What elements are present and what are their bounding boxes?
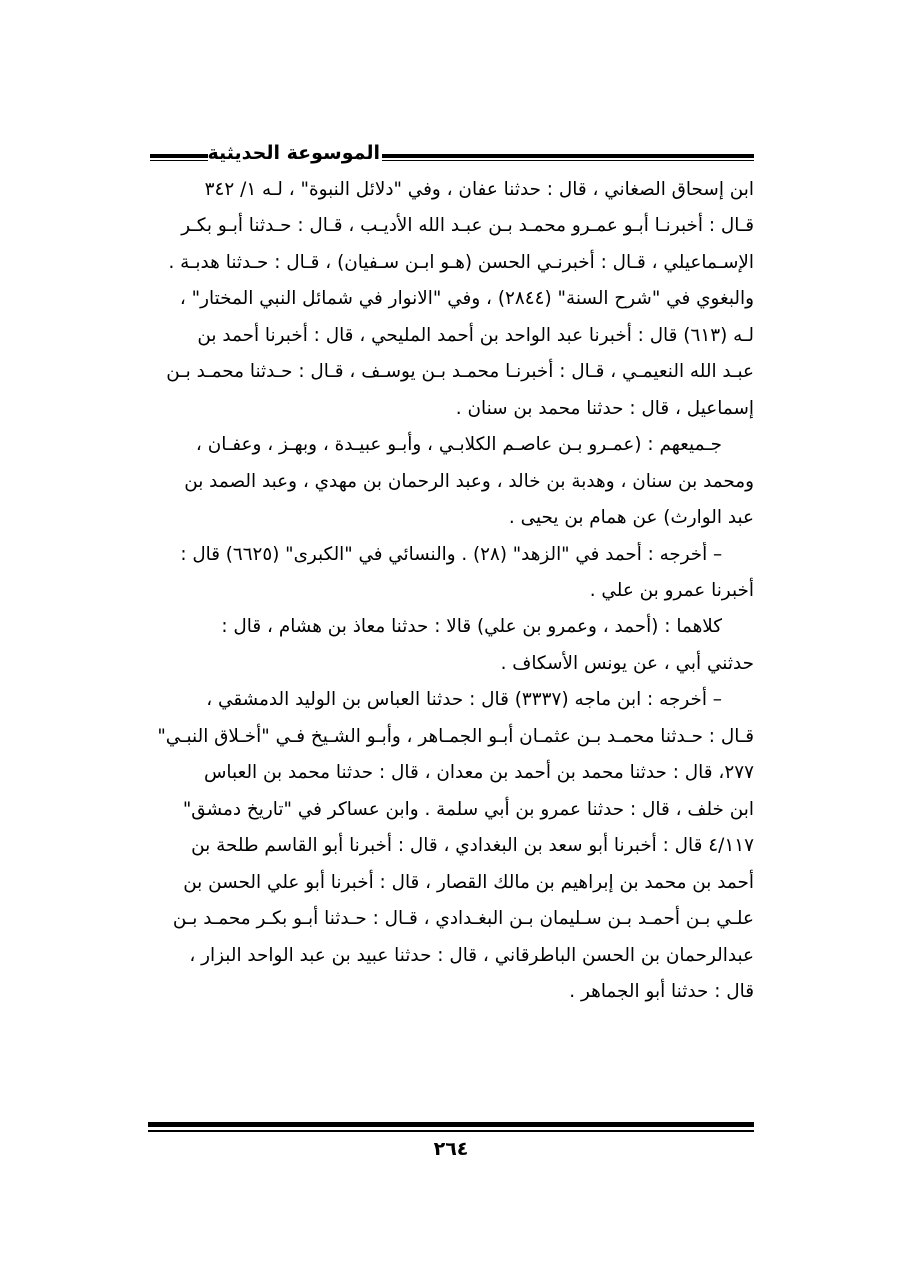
text-line: أحمد بن محمد بن إبراهيم بن مالك القصار ، قال : أخبرنا أبو علي الحسن بن: [183, 871, 754, 893]
header-rule-right: [382, 154, 754, 161]
paragraph-1: [148, 172, 754, 427]
text-line: عبد الوارث) عن همام بن يحيى .: [508, 507, 754, 529]
text-line: قال : حدثنا أبو الجماهر .: [569, 980, 754, 1002]
text-line: قـال : أخبرنـا أبـو عمـرو محمـد بـن عبـد الله الأديـب ، قـال : حـدثنا أبـو بكـر: [181, 215, 754, 237]
text-line: الإسـماعيلي ، قـال : أخبرنـي الحسن (هـو ابـن سـفيان) ، قـال : حـدثنا هدبـة .: [168, 251, 754, 273]
text-line: ابن إسحاق الصغاني ، قال : حدثنا عفان ، وفي "دلائل النبوة" ، لـه ١/ ٣٤٢: [204, 179, 754, 200]
text-line: حدثني أبي ، عن يونس الأسكاف .: [500, 652, 754, 674]
text-line: عبـد الله النعيمـي ، قـال : أخبرنـا محمـد بـن يوسـف ، قـال : حـدثنا محمـد بـن: [166, 361, 754, 383]
text-line: إسماعيل ، قال : حدثنا محمد بن سنان .: [455, 397, 754, 419]
text-line: والبغوي في "شرح السنة" (٢٨٤٤) ، وفي "الانوار في شمائل النبي المختار" ،: [179, 288, 754, 310]
paragraph-3-cont: [148, 573, 754, 609]
paragraph-5: [148, 682, 754, 718]
main-text: [148, 172, 754, 1010]
paragraph-5-cont: [148, 719, 754, 1011]
text-line: قـال : حـدثنا محمـد بـن عثمـان أبـو الجمـاهر ، وأبـو الشـيخ فـي "أخـلاق النبـي": [157, 725, 754, 747]
footer-rule-thin: [148, 1130, 754, 1132]
paragraph-3: [148, 537, 754, 573]
paragraph-4-cont: [148, 646, 754, 682]
paragraph-4: [148, 609, 754, 645]
running-header: [150, 136, 754, 176]
text-line: – أخرجه : أحمد في "الزهد" (٢٨) . والنسائي في "الكبرى" (٦٦٢٥) قال :: [180, 543, 723, 565]
page-number: ٢٦٤: [433, 1138, 469, 1160]
text-line: لـه (٦١٣) قال : أخبرنا عبد الواحد بن أحمد المليحي ، قال : أخبرنا أحمد بن: [197, 324, 754, 346]
footer-rule: [148, 1122, 754, 1132]
text-line: ٢٧٧، قال : حدثنا محمد بن أحمد بن معدان ، قال : حدثنا محمد بن العباس: [203, 762, 754, 784]
text-line: ومحمد بن سنان ، وهدبة بن خالد ، وعبد الرحمان بن مهدي ، وعبد الصمد بن: [184, 470, 754, 492]
paragraph-2-cont: [148, 464, 754, 537]
book-title: الموسوعة الحديثية: [207, 142, 380, 164]
header-rule-left: [150, 154, 208, 161]
text-line: علـي بـن أحمـد بـن سـليمان بـن البغـدادي ، قـال : حـدثنا أبـو بكـر محمـد بـن: [172, 908, 754, 930]
text-line: – أخرجه : ابن ماجه (٣٣٣٧) قال : حدثنا العباس بن الوليد الدمشقي ،: [206, 689, 722, 711]
text-line: ٤/١١٧ قال : أخبرنا أبو سعد بن البغدادي ، قال : أخبرنا أبو القاسم طلحة بن: [191, 835, 754, 857]
text-line: ابن خلف ، قال : حدثنا عمرو بن أبي سلمة . وابن عساكر في "تاريخ دمشق": [182, 798, 754, 820]
text-line: أخبرنا عمرو بن علي .: [589, 579, 754, 601]
paragraph-2: [148, 427, 754, 463]
text-line: كلاهما : (أحمد ، وعمرو بن علي) قالا : حدثنا معاذ بن هشام ، قال :: [221, 616, 722, 638]
text-line: جـميعهم : (عمـرو بـن عاصـم الكلابـي ، وأبـو عبيـدة ، وبهـز ، وعفـان ،: [195, 434, 722, 456]
text-line: عبدالرحمان بن الحسن الباطرقاني ، قال : حدثنا عبيد بن عبد الواحد البزار ،: [189, 944, 754, 966]
